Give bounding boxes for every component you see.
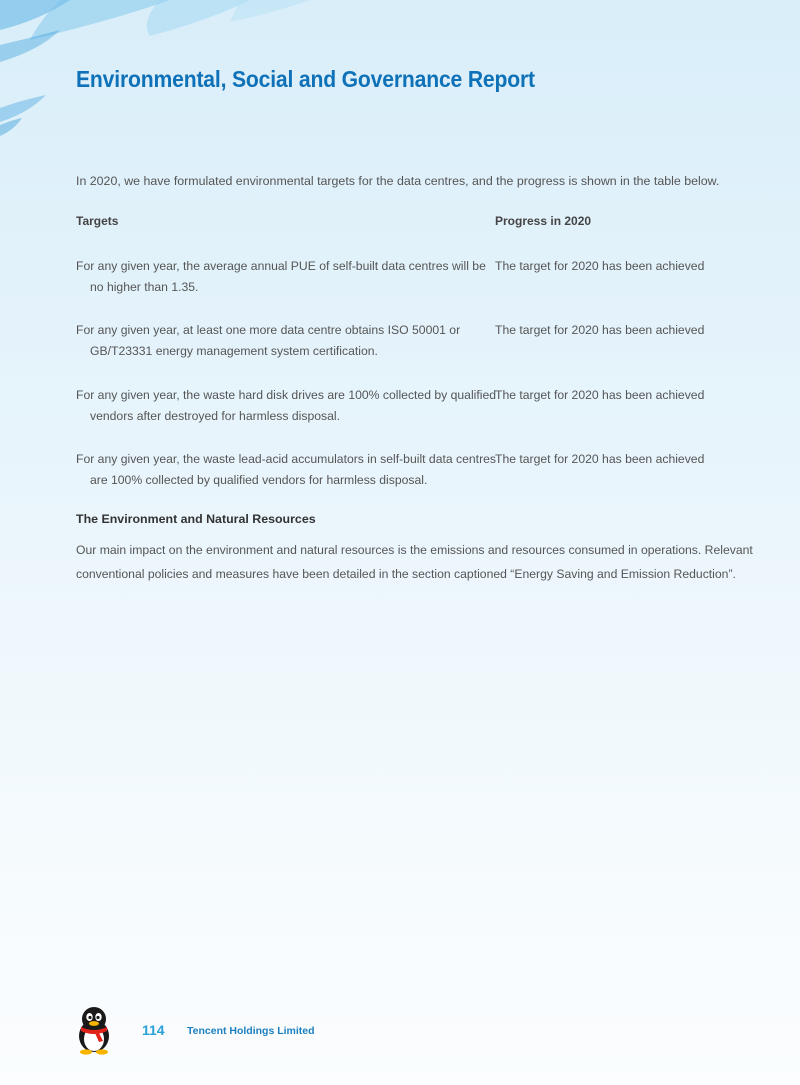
section-body: Our main impact on the environment and natural resources is the emissions and resources consumed in operations. Relevant conventional policies and measures have been detailed in the section captioned “Energy Saving and Emission Reduction”. xyxy=(76,543,753,581)
progress-text: The target for 2020 has been achieved xyxy=(495,323,705,337)
section-heading: The Environment and Natural Resources xyxy=(76,512,316,526)
intro-paragraph: In 2020, we have formulated environmental targets for the data centres, and the progress is shown in the table below. xyxy=(76,174,720,188)
company-name: Tencent Holdings Limited xyxy=(187,1025,315,1037)
page-number: 114 xyxy=(142,1022,165,1038)
target-text: For any given year, at least one more data centre obtains ISO 50001 or GB/T23331 energy management system certification. xyxy=(76,323,461,358)
target-text: For any given year, the waste lead-acid accumulators in self-built data centres are 100% collected by qualified vendors for harmless disposal. xyxy=(76,452,497,487)
penguin-icon xyxy=(72,1005,116,1055)
progress-text: The target for 2020 has been achieved xyxy=(495,259,705,273)
target-text: For any given year, the waste hard disk drives are 100% collected by qualified vendors after destroyed for harmless disposal. xyxy=(76,388,497,423)
page-title: Environmental, Social and Governance Report xyxy=(76,66,535,92)
target-text: For any given year, the average annual PUE of self-built data centres will be no higher than 1.35. xyxy=(76,259,486,294)
column-header-targets: Targets xyxy=(76,214,119,228)
progress-text: The target for 2020 has been achieved xyxy=(495,452,705,466)
column-header-progress: Progress in 2020 xyxy=(495,214,592,228)
progress-text: The target for 2020 has been achieved xyxy=(495,388,705,402)
